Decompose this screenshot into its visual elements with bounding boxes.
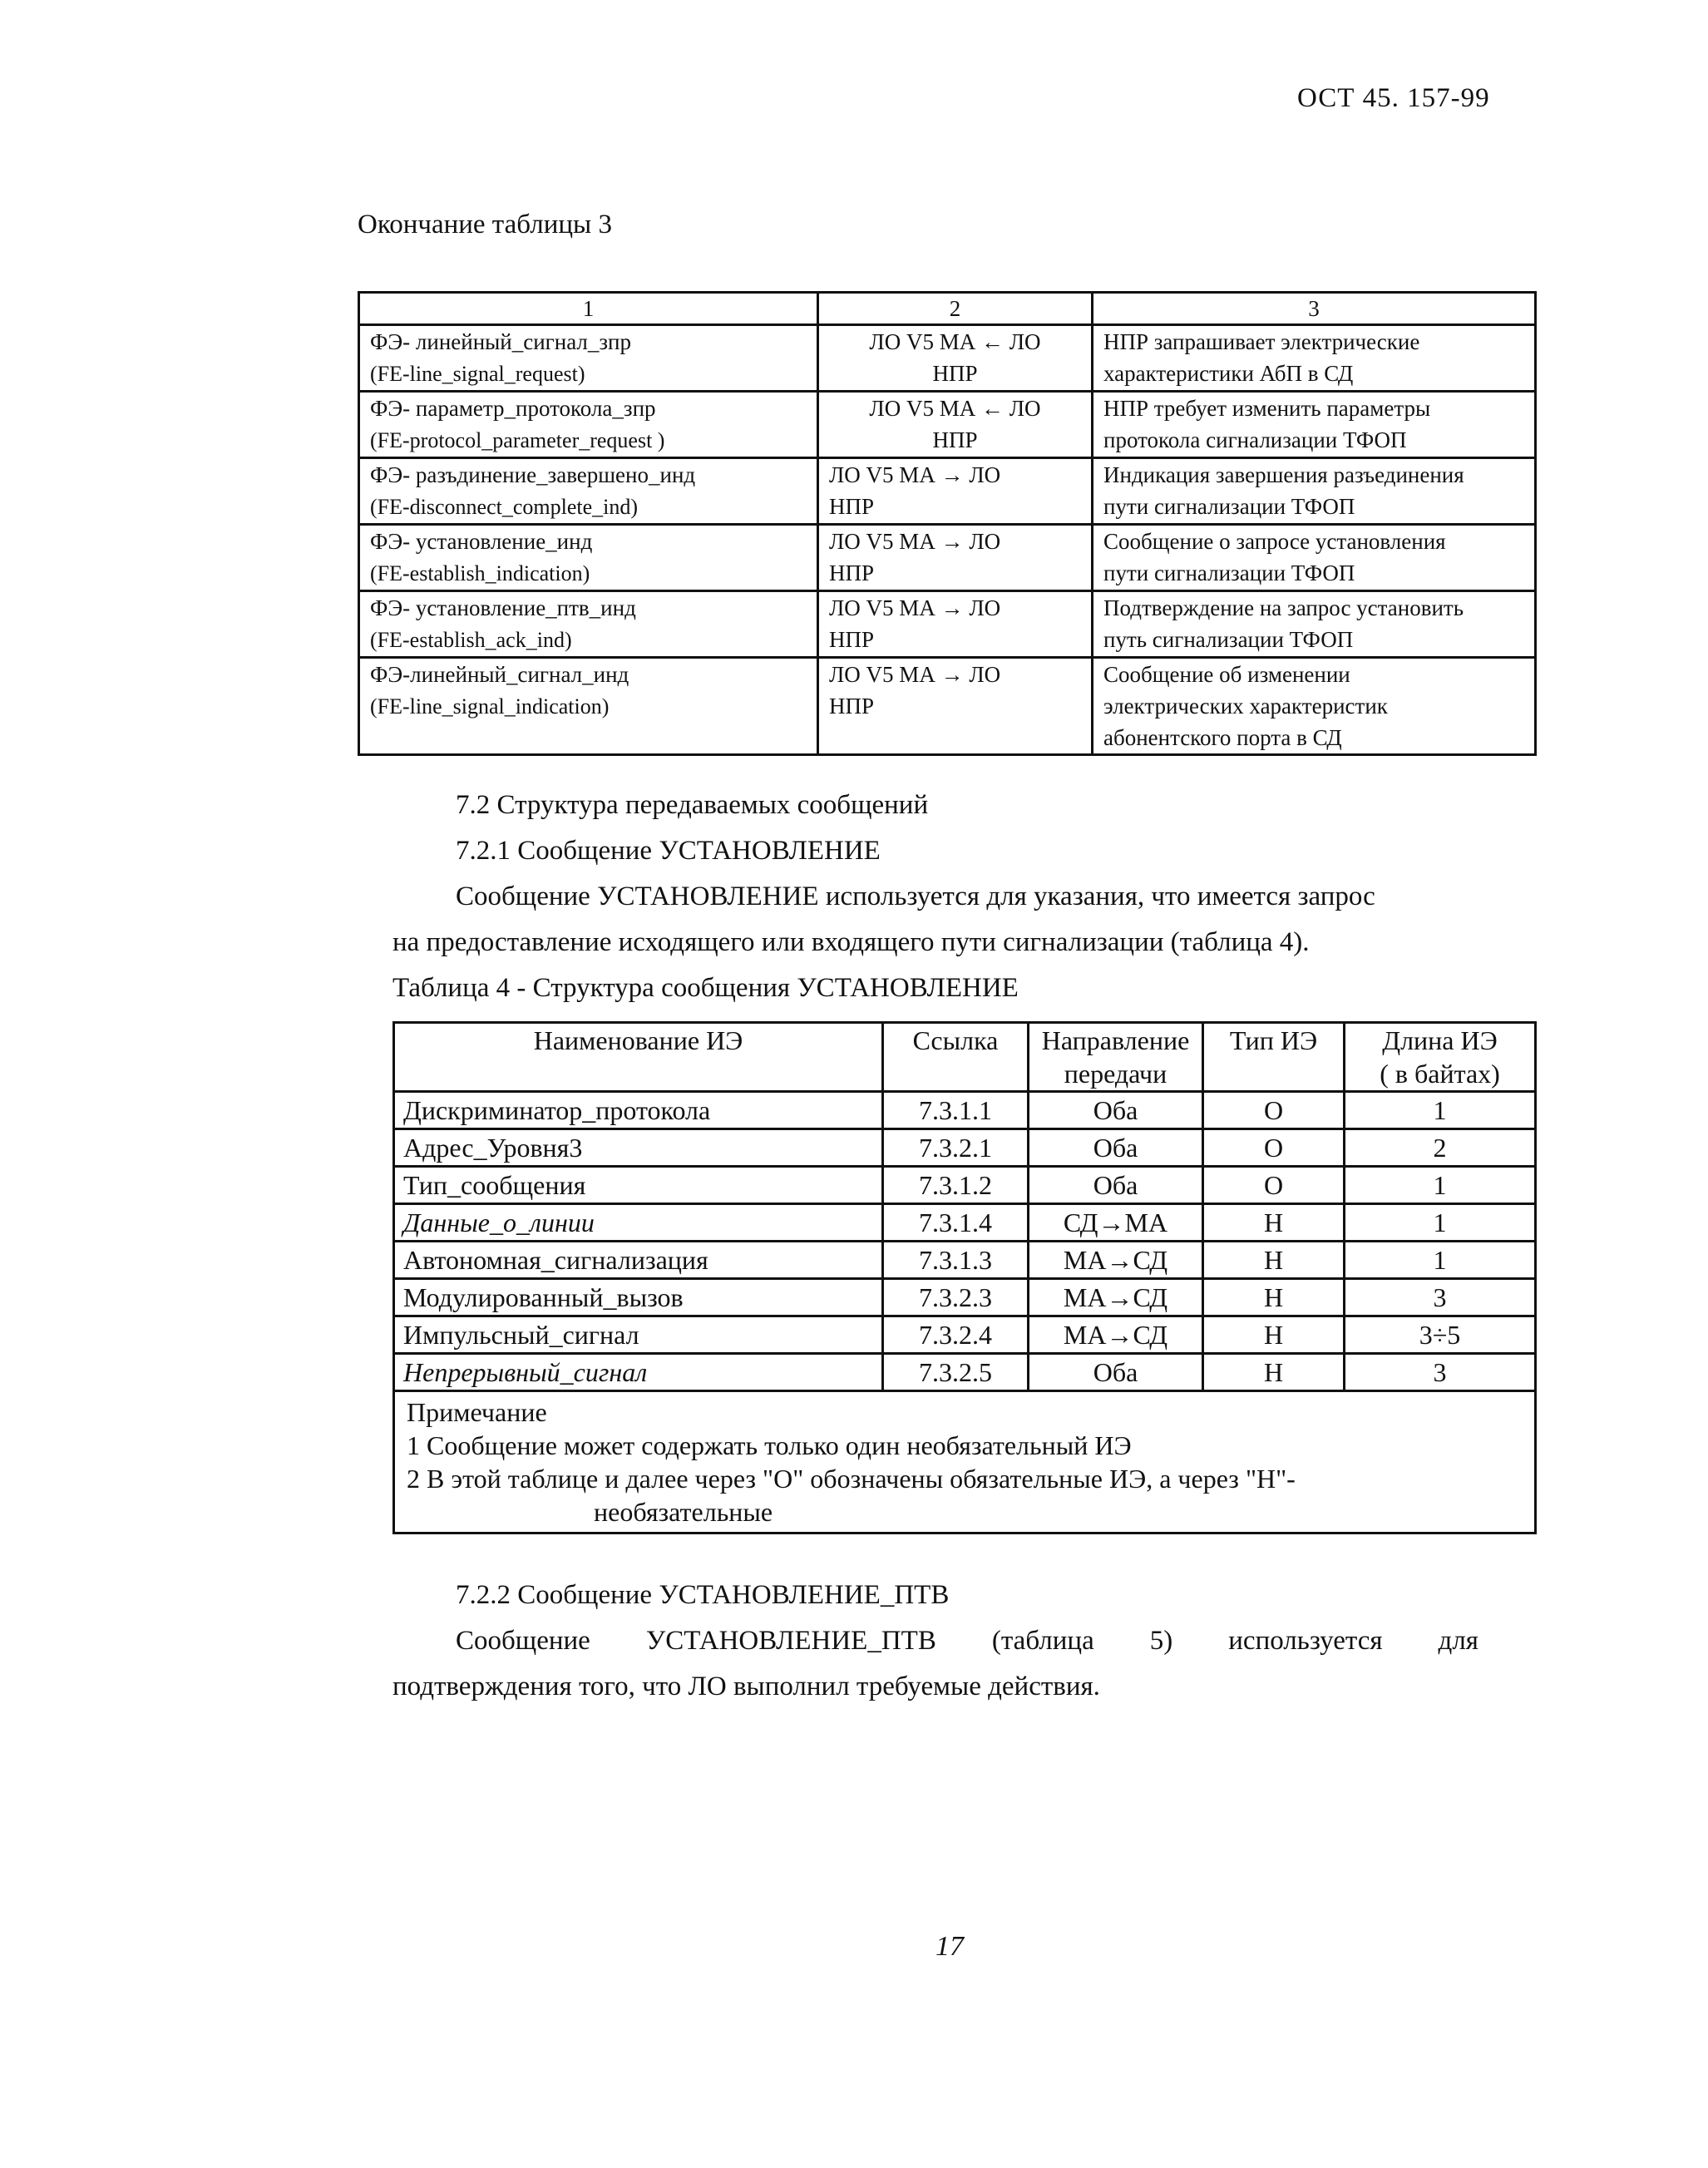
- paragraph-1-line-2: на предоставление исходящего или входящего пути сигнализации (таблица 4).: [392, 927, 1310, 957]
- table4-ref-cell: 7.3.1.2: [883, 1167, 1029, 1204]
- para2-word-5: используется: [1228, 1626, 1383, 1656]
- table4-dir-cell: МА→СД: [1029, 1242, 1203, 1279]
- table4-row: [394, 1167, 1536, 1204]
- table4-header-name: Наименование ИЭ: [394, 1023, 883, 1092]
- fe-name: ФЭ- параметр_протокола_зпр: [370, 396, 656, 421]
- description-line1: Сообщение об изменении: [1103, 662, 1350, 687]
- table4-ref-cell: 7.3.2.3: [883, 1279, 1029, 1316]
- paragraph-2-line-1: [456, 1617, 1478, 1664]
- note-title: Примечание: [407, 1397, 547, 1427]
- table3-col-1: 1: [359, 293, 818, 325]
- table3-description-cell: [1093, 458, 1536, 525]
- table4-row: [394, 1279, 1536, 1316]
- table3-description-cell: [1093, 525, 1536, 591]
- direction-line2: НПР: [829, 494, 875, 519]
- direction-line2: НПР: [829, 561, 875, 585]
- table3-caption: Окончание таблицы 3: [358, 210, 612, 240]
- description-line2: путь сигнализации ТФОП: [1103, 627, 1354, 652]
- table4-dir-cell: СД→МА: [1029, 1204, 1203, 1242]
- fe-name-en: (FE-protocol_parameter_request ): [370, 428, 665, 452]
- table4-name-cell: Тип_сообщения: [394, 1167, 883, 1204]
- table4: [392, 1021, 1537, 1534]
- table4-row: [394, 1354, 1536, 1391]
- header-length-line2: ( в байтах): [1380, 1059, 1500, 1089]
- table4-len-cell: 3: [1345, 1354, 1536, 1391]
- table3-col-3: 3: [1093, 293, 1536, 325]
- table4-len-cell: 1: [1345, 1204, 1536, 1242]
- table3-direction-cell: [818, 325, 1093, 392]
- table3-name-cell: [359, 325, 818, 392]
- note-1: 1 Сообщение может содержать только один необязательный ИЭ: [407, 1430, 1132, 1460]
- section-7-2-2-heading: 7.2.2 Сообщение УСТАНОВЛЕНИЕ_ПТВ: [456, 1580, 950, 1610]
- direction-line2: НПР: [932, 427, 978, 452]
- table4-ref-cell: 7.3.2.1: [883, 1129, 1029, 1167]
- table3-description-cell: [1093, 325, 1536, 392]
- direction-line1: ЛО V5 МА → ЛО: [829, 462, 1001, 487]
- direction-line1: ЛО V5 МА → ЛО: [829, 662, 1001, 687]
- table3-direction-cell: [818, 458, 1093, 525]
- table4-type-cell: Н: [1203, 1242, 1345, 1279]
- direction-line1: ЛО V5 МА ← ЛО: [869, 396, 1041, 421]
- description-line2: электрических характеристик: [1103, 694, 1388, 719]
- table4-caption: Таблица 4 - Структура сообщения УСТАНОВЛЕНИЕ: [392, 973, 1019, 1003]
- fe-name: ФЭ-линейный_сигнал_инд: [370, 662, 629, 687]
- page-number: 17: [935, 1931, 964, 1962]
- table4-dir-cell: Оба: [1029, 1354, 1203, 1391]
- table4-name-cell: Импульсный_сигнал: [394, 1316, 883, 1354]
- table3-name-cell: [359, 458, 818, 525]
- table4-header-length: [1345, 1023, 1536, 1092]
- table4-dir-cell: МА→СД: [1029, 1316, 1203, 1354]
- description-line1: Сообщение о запросе установления: [1103, 529, 1446, 554]
- table3-row: [359, 325, 1536, 392]
- table3-direction-cell: [818, 658, 1093, 755]
- section-7-2-heading: 7.2 Структура передаваемых сообщений: [456, 790, 929, 820]
- fe-name: ФЭ- установление_птв_инд: [370, 595, 636, 620]
- fe-name-en: (FE-establish_ack_ind): [370, 628, 572, 652]
- table4-name-cell: Непрерывный_сигнал: [394, 1354, 883, 1391]
- table3-row: [359, 458, 1536, 525]
- table4-name-cell: Дискриминатор_протокола: [394, 1092, 883, 1129]
- table4-name-cell: Автономная_сигнализация: [394, 1242, 883, 1279]
- table4-dir-cell: Оба: [1029, 1167, 1203, 1204]
- paragraph-1-line-1: Сообщение УСТАНОВЛЕНИЕ используется для указания, что имеется запрос: [456, 882, 1375, 911]
- table3-direction-cell: [818, 591, 1093, 658]
- table3-row: [359, 392, 1536, 458]
- table4-row: [394, 1092, 1536, 1129]
- table3-name-cell: [359, 658, 818, 755]
- para2-word-4: 5): [1149, 1626, 1173, 1656]
- description-line3: абонентского порта в СД: [1103, 725, 1342, 750]
- table4-row: [394, 1204, 1536, 1242]
- table4-header-direction: [1029, 1023, 1203, 1092]
- table4-header-ref: Ссылка: [883, 1023, 1029, 1092]
- table3-description-cell: [1093, 392, 1536, 458]
- table4-len-cell: 1: [1345, 1167, 1536, 1204]
- table4-ref-cell: 7.3.1.1: [883, 1092, 1029, 1129]
- fe-name-en: (FE-establish_indication): [370, 561, 590, 585]
- table4-type-cell: О: [1203, 1167, 1345, 1204]
- table3-direction-cell: [818, 525, 1093, 591]
- table4-name-cell: Адрес_Уровня3: [394, 1129, 883, 1167]
- fe-name-en: (FE-line_signal_request): [370, 362, 585, 386]
- fe-name: ФЭ- линейный_сигнал_зпр: [370, 329, 632, 354]
- table3-row: [359, 591, 1536, 658]
- table4-dir-cell: МА→СД: [1029, 1279, 1203, 1316]
- table4-row: [394, 1242, 1536, 1279]
- note-2: 2 В этой таблице и далее через "О" обозначены обязательные ИЭ, а через "Н"-: [407, 1464, 1296, 1494]
- description-line1: Индикация завершения разъединения: [1103, 462, 1464, 487]
- table4-len-cell: 3: [1345, 1279, 1536, 1316]
- description-line1: НПР запрашивает электрические: [1103, 329, 1420, 354]
- table3-description-cell: [1093, 658, 1536, 755]
- table4-note-row: [394, 1391, 1536, 1533]
- header-length-line1: Длина ИЭ: [1382, 1025, 1498, 1055]
- fe-name-en: (FE-line_signal_indication): [370, 694, 610, 719]
- table4-dir-cell: Оба: [1029, 1129, 1203, 1167]
- table3-name-cell: [359, 525, 818, 591]
- table4-len-cell: 1: [1345, 1242, 1536, 1279]
- table3-description-cell: [1093, 591, 1536, 658]
- table4-len-cell: 2: [1345, 1129, 1536, 1167]
- description-line1: Подтверждение на запрос установить: [1103, 595, 1464, 620]
- table4-type-cell: Н: [1203, 1279, 1345, 1316]
- note-2-continuation: необязательные: [594, 1497, 773, 1527]
- fe-name: ФЭ- установление_инд: [370, 529, 593, 554]
- table4-name-cell: Модулированный_вызов: [394, 1279, 883, 1316]
- para2-word-2: УСТАНОВЛЕНИЕ_ПТВ: [645, 1626, 936, 1656]
- table4-ref-cell: 7.3.2.4: [883, 1316, 1029, 1354]
- para2-word-1: Сообщение: [456, 1626, 590, 1656]
- direction-line2: НПР: [829, 627, 875, 652]
- table4-len-cell: 1: [1345, 1092, 1536, 1129]
- table4-name-cell: Данные_о_линии: [394, 1204, 883, 1242]
- header-direction-line1: Направление: [1041, 1025, 1190, 1055]
- table3: [358, 291, 1537, 756]
- table4-ref-cell: 7.3.1.4: [883, 1204, 1029, 1242]
- table4-header-row: [394, 1023, 1536, 1092]
- table3-row: [359, 525, 1536, 591]
- table4-type-cell: Н: [1203, 1316, 1345, 1354]
- table4-ref-cell: 7.3.2.5: [883, 1354, 1029, 1391]
- para2-word-6: для: [1438, 1626, 1478, 1656]
- table4-type-cell: Н: [1203, 1204, 1345, 1242]
- table4-ref-cell: 7.3.1.3: [883, 1242, 1029, 1279]
- header-direction-line2: передачи: [1064, 1059, 1167, 1089]
- table3-header-row: [359, 293, 1536, 325]
- table4-dir-cell: Оба: [1029, 1092, 1203, 1129]
- table3-name-cell: [359, 392, 818, 458]
- table3-row: [359, 658, 1536, 755]
- fe-name: ФЭ- разъдинение_завершено_инд: [370, 462, 696, 487]
- description-line2: пути сигнализации ТФОП: [1103, 494, 1355, 519]
- direction-line1: ЛО V5 МА → ЛО: [829, 595, 1001, 620]
- table4-row: [394, 1129, 1536, 1167]
- table3-col-2: 2: [818, 293, 1093, 325]
- direction-line1: ЛО V5 МА → ЛО: [829, 529, 1001, 554]
- table4-len-cell: 3÷5: [1345, 1316, 1536, 1354]
- document-code: ОСТ 45. 157-99: [1297, 83, 1490, 113]
- table4-type-cell: О: [1203, 1129, 1345, 1167]
- description-line2: пути сигнализации ТФОП: [1103, 561, 1355, 585]
- description-line2: характеристики АбП в СД: [1103, 361, 1354, 386]
- table4-row: [394, 1316, 1536, 1354]
- direction-line2: НПР: [829, 694, 875, 719]
- table4-type-cell: Н: [1203, 1354, 1345, 1391]
- table4-header-type: Тип ИЭ: [1203, 1023, 1345, 1092]
- table3-name-cell: [359, 591, 818, 658]
- section-7-2-1-heading: 7.2.1 Сообщение УСТАНОВЛЕНИЕ: [456, 836, 881, 866]
- fe-name-en: (FE-disconnect_complete_ind): [370, 495, 639, 519]
- para2-word-3: (таблица: [991, 1626, 1094, 1656]
- direction-line2: НПР: [932, 361, 978, 386]
- table3-direction-cell: [818, 392, 1093, 458]
- description-line2: протокола сигнализации ТФОП: [1103, 427, 1407, 452]
- paragraph-2-line-2: подтверждения того, что ЛО выполнил требуемые действия.: [392, 1672, 1100, 1701]
- direction-line1: ЛО V5 МА ← ЛО: [869, 329, 1041, 354]
- description-line1: НПР требует изменить параметры: [1103, 396, 1431, 421]
- table4-note: [394, 1391, 1536, 1533]
- table4-type-cell: О: [1203, 1092, 1345, 1129]
